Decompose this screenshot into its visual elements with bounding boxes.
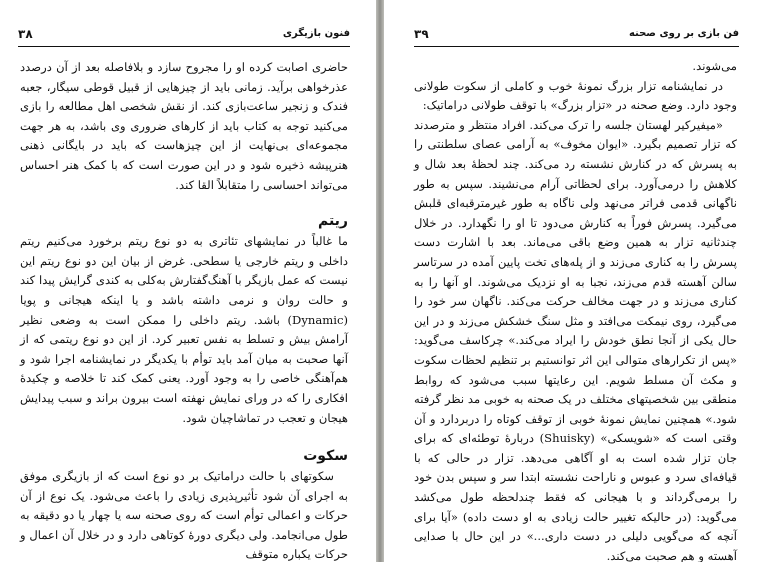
left-paragraph-1: حاضری اصابت کرده او را مجروح سازد و بلافاصله بعد از آن درصدد عذرخواهی برآید. زمانی باید از چیزهایی از قبیل قوطی سیگار، جعبه فندک و زنجیر ساعت‌بازی کند. از نقش شخصی اهل مطالعه را بازی می‌کنید توجه به کتاب باید از کارهای ضروری وی باشد، به هر جهت مجموعه‌ای بی‌نهایت از این چیزهاست که باید در بایگانی ذهنی هنرپیشه ذخیره شود و در این صورت است که با کمک هنر احساس می‌تواند احساسی را متقابلاً القا کند. [20,60,348,192]
left-page [0,0,376,562]
left-paragraph-2: ما غالباً در نمایشهای تئاتری به دو نوع ریتم برخورد می‌کنیم ریتم داخلی و ریتم خارجی یا سطحی. غرض از بیان این دو نوع ریتم این نیست که عمل بازیگر با آهنگ‌گفتارش به‌کلی به کندی گرایش پیدا کند و حالت روان و نرمی داشته باشد و یا اینکه هیجانی و پویا (Dynamic) باشد. ریتم داخلی را ممکن است به وضعی نظیر آرامش بیش و تسلط به نفس تعبیر کرد. از این دو نوع ریتمی که از آنها صحبت به میان آمد باید توأم با یکدیگر در نمایشنامه اجرا شود و هم‌آهنگی خاصی را به وجود آورد. یعنی کمک کند تا خلاصه و چکیدهٔ افکاری را که در ورای نمایش نهفته است بیرون براند و سبب پیدایش هیجان و تعجب در تماشاچیان شود. [20,234,348,425]
heading-silence: سکوت [303,448,348,465]
left-header-rule [18,46,350,47]
right-page [384,0,759,562]
right-paragraph-0: می‌شوند. [692,59,737,73]
left-page-number: ۳۸ [18,27,33,41]
left-page-body [20,58,348,562]
left-paragraph-3: سکوتهای با حالت دراماتیک بر دو نوع است که از بازیگری موفق به اجرای آن شود تأثیرپذیری زیادی را باعث می‌شود. یک نوع از آن حرکات و اعمالی توأم است که روی صحنه سه یا چهار یا دو دقیقه به طول می‌انجامد. ولی دیگری دورهٔ کوتاهی دارد و در خلال آن اعمال و حرکات یکباره متوقف [20,469,348,562]
heading-rhythm: ریتم [317,213,348,230]
left-page-header [18,28,350,44]
right-paragraph-2: «میفیرکیر لهستان جلسه را ترک می‌کند. افراد منتظر و مترصدند که تزار تصمیم بگیرد. «ایوان مخوف» به آرامی عصای سلطنتی را به پسرش که در کنارش نشسته رد می‌کند. چند لحظهٔ بعد شال و کلاهش را درمی‌آورد. برای لحظاتی آرام می‌نشیند. سپس به طور ناگهانی قدمی فراتر می‌نهد ولی ناگاه به طور غیرمترقبه‌ای قلبش می‌گیرد. پسرش فوراً به کنارش می‌دود تا او را نگهدارد. در خلال چندثانیه تزار به همین وضع باقی می‌ماند. بعد با اشارت دست پسرش را به کناری می‌زند و از پله‌های تخت پایین آمده در سرتاسر سالن آهسته قدم می‌زند، نجبا به او نزدیک می‌شوند. او آنها را به کناری می‌زند و در جهت مخالف حرکت می‌کند. ناگهان سر خود را می‌گیرد، روی نیمکت می‌افتد و مثل سنگ خشکش می‌زند و در این حال یکی از آنجا نطق خودش را ایراد می‌کند.» چرکاسف می‌گوید: «پس از تکرارهای متوالی این اثر توانستیم بر تنظیم لحظات سکوت و مکث آن مسلط شویم. این رعایتها سبب می‌شود که روابط منطقی بین شخصیتهای مختلف در یک صحنه به خوبی مد نظر گرفته شود.» همچنین نمایش نمونهٔ خوبی از توقف کوتاه را دربردارد و آن وقتی است که «شویسکی» (Shuisky) دربارهٔ توطئه‌ای که برای جان تزار شده است به او آگاهی می‌دهد. تزار در حالی که با قیافه‌ای سرد و عبوس و ناراحت نشسته ابتدا سر و سپس بدن خود را برمی‌گرداند و با هیجانی که فقط چندلحظه طول می‌کشد می‌گوید: (در حالیکه تغییر حالت زیادی به او دست داده) «آیا برای آنچه که می‌گویی دلیلی در دست داری...» در این حال با صدایی آهسته و هم صحبت می‌کند. [414,117,737,562]
right-page-body [414,57,737,562]
right-header-rule [414,46,739,47]
right-running-head: فن بازی بر روی صحنه [628,28,739,39]
right-page-header [414,28,739,44]
right-page-number: ۳۹ [414,27,429,41]
spacer [20,195,348,210]
left-running-head: فنون بازیگری [282,28,350,39]
right-paragraph-1: در نمایشنامه تزار بزرگ نمونهٔ خوب و کاملی از سکوت طولانی وجود دارد. وضع صحنه در «تزار بزرگ» با توقف طولانی دراماتیک: [414,78,737,113]
book-gutter [376,0,384,562]
spacer [20,428,348,445]
